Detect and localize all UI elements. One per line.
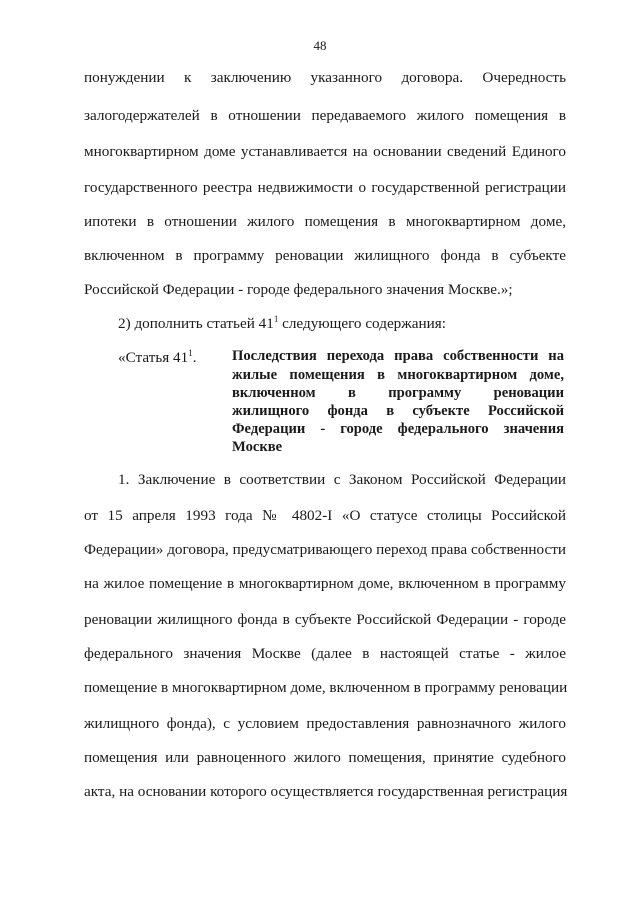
paragraph-1-line: понуждении к заключению указанного договора. Очередность bbox=[84, 69, 566, 86]
article-heading-line: Федерации - городе федерального значения bbox=[232, 421, 564, 437]
article-heading-line: Последствия перехода права собственности на bbox=[232, 348, 564, 364]
paragraph-1-line: Российской Федерации - городе федерального значения Москве.»; bbox=[84, 281, 513, 298]
item-2-superscript: 1 bbox=[273, 313, 279, 324]
article-label bbox=[118, 348, 197, 368]
article-label-dot: . bbox=[192, 349, 197, 366]
paragraph-3-line: 1. Заключение в соответствии с Законом Российской Федерации bbox=[118, 471, 566, 488]
article-heading-line: жилищного фонда в субъекте Российской bbox=[232, 403, 564, 419]
item-2-text-after: следующего содержания: bbox=[278, 315, 446, 332]
paragraph-3-line: реновации жилищного фонда в субъекте Российской Федерации - городе bbox=[84, 611, 566, 628]
paragraph-3-line: федерального значения Москве (далее в настоящей статье - жилое bbox=[84, 645, 566, 662]
paragraph-3-line: акта, на основании которого осуществляется государственная регистрация bbox=[84, 783, 568, 800]
paragraph-3-line: Федерации» договора, предусматривающего переход права собственности bbox=[84, 541, 566, 558]
item-2-text-before: 2) дополнить статьей 41 bbox=[118, 315, 274, 332]
item-2-line bbox=[118, 314, 566, 334]
paragraph-1-line: включенном в программу реновации жилищного фонда в субъекте bbox=[84, 247, 566, 264]
paragraph-1-line: государственного реестра недвижимости о государственной регистрации bbox=[84, 179, 566, 196]
article-label-superscript: 1 bbox=[188, 347, 193, 358]
paragraph-1-line: ипотеки в отношении жилого помещения в многоквартирном доме, bbox=[84, 213, 566, 230]
article-heading-line: включенном в программу реновации bbox=[232, 385, 564, 401]
paragraph-3-line: жилищного фонда), с условием предоставления равнозначного жилого bbox=[84, 715, 566, 732]
paragraph-1-line: многоквартирном доме устанавливается на основании сведений Единого bbox=[84, 143, 566, 160]
paragraph-3-line: помещение в многоквартирном доме, включенном в программу реновации bbox=[84, 679, 568, 696]
paragraph-1-line: залогодержателей в отношении передаваемого жилого помещения в bbox=[84, 107, 566, 124]
article-heading-line: жилые помещения в многоквартирном доме, bbox=[232, 367, 564, 383]
article-label-text: «Статья 41 bbox=[118, 349, 189, 366]
paragraph-3-line: на жилое помещение в многоквартирном доме, включенном в программу bbox=[84, 575, 566, 592]
paragraph-3-line: от 15 апреля 1993 года № 4802-I «О статусе столицы Российской bbox=[84, 507, 566, 524]
paragraph-3-line: помещения или равноценного жилого помещения, принятие судебного bbox=[84, 749, 566, 766]
page-number: 48 bbox=[313, 38, 327, 53]
article-heading-line: Москве bbox=[232, 439, 283, 455]
